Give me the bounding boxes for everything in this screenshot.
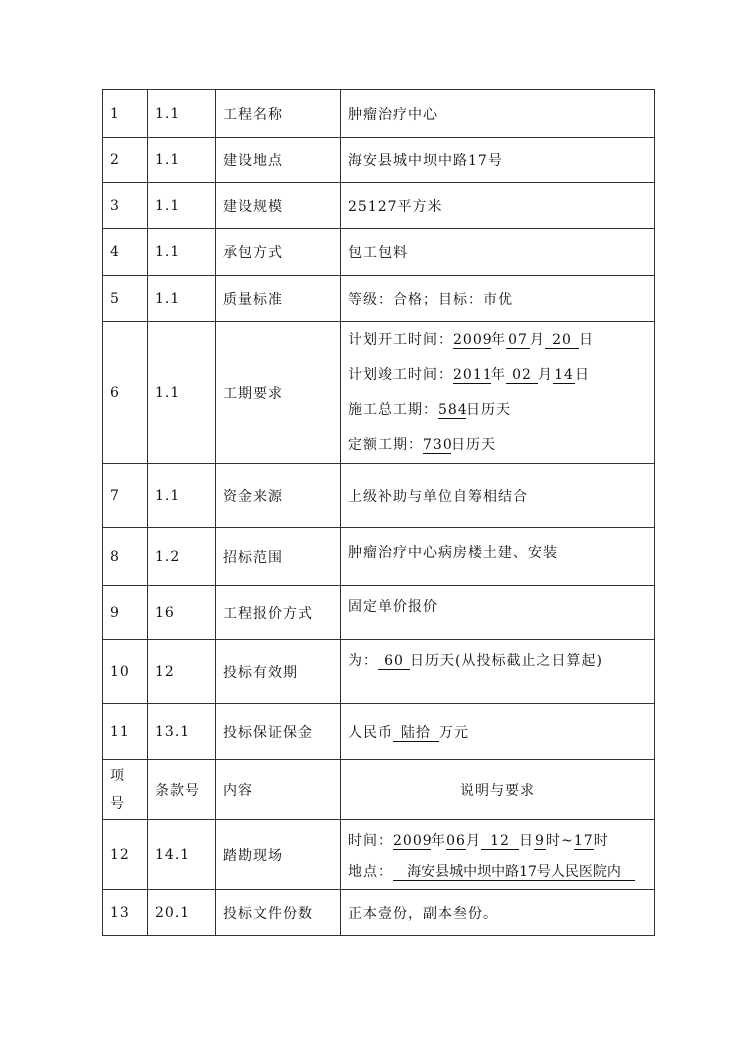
header-row-number xyxy=(103,760,148,820)
quota-duration-label: 定额工期： xyxy=(348,436,423,453)
site-visit-time-label: 时间： xyxy=(348,833,393,849)
item-content: 固定单价报价 xyxy=(341,586,655,640)
clause-number: 12 xyxy=(148,640,216,704)
item-name: 投标保证保金 xyxy=(216,704,341,760)
clause-number: 1.1 xyxy=(148,138,216,183)
item-name: 投标有效期 xyxy=(216,640,341,704)
validity-cell xyxy=(341,640,655,704)
row-number: 8 xyxy=(103,528,148,586)
validity-suffix: 日历天(从投标截止之日算起) xyxy=(410,653,603,669)
table-header-row xyxy=(103,760,655,820)
days-unit: 日历天 xyxy=(466,401,511,418)
item-content: 海安县城中坝中路17号 xyxy=(341,138,655,183)
planned-start-line xyxy=(348,323,654,358)
clause-number: 1.1 xyxy=(148,90,216,138)
planned-finish-day: 14 xyxy=(554,366,574,383)
validity-prefix: 为： xyxy=(348,653,378,669)
planned-finish-year: 2011 xyxy=(453,366,493,383)
item-content: 正本壹份，副本叁份。 xyxy=(341,890,655,936)
quota-duration-days: 730 xyxy=(423,436,453,453)
header-no-line1: 项 xyxy=(110,767,125,784)
year-unit: 年 xyxy=(431,833,446,849)
row-number: 3 xyxy=(103,183,148,229)
item-content: 包工包料 xyxy=(341,229,655,276)
total-duration-days: 584 xyxy=(438,401,468,418)
table-row xyxy=(103,640,655,704)
row-number: 12 xyxy=(103,820,148,890)
month-unit: 月 xyxy=(466,833,481,849)
item-content: 等级：合格；目标：市优 xyxy=(341,276,655,322)
total-duration-label: 施工总工期： xyxy=(348,401,438,418)
site-visit-hour-end: 17 xyxy=(573,833,594,849)
guarantee-prefix: 人民币 xyxy=(348,724,393,741)
item-name: 工程报价方式 xyxy=(216,586,341,640)
clause-number: 20.1 xyxy=(148,890,216,936)
planned-start-day: 20 xyxy=(545,333,579,349)
item-name: 投标文件份数 xyxy=(216,890,341,936)
item-name: 踏勘现场 xyxy=(216,820,341,890)
row-number: 7 xyxy=(103,464,148,528)
table-row xyxy=(103,229,655,276)
site-visit-hour-start: 9 xyxy=(535,833,545,849)
table-row xyxy=(103,528,655,586)
hour-unit: 时 xyxy=(593,833,609,849)
tender-info-table xyxy=(102,89,655,936)
clause-number: 1.1 xyxy=(148,464,216,528)
total-duration-line xyxy=(348,393,654,428)
item-name: 建设规模 xyxy=(216,183,341,229)
guarantee-suffix: 万元 xyxy=(439,724,469,741)
year-unit: 年 xyxy=(491,331,506,348)
row-number: 1 xyxy=(103,90,148,138)
day-unit: 日 xyxy=(575,366,590,383)
item-content: 上级补助与单位自筹相结合 xyxy=(341,464,655,528)
item-name: 资金来源 xyxy=(216,464,341,528)
clause-number: 1.1 xyxy=(148,276,216,322)
row-number: 6 xyxy=(103,322,148,464)
table-row xyxy=(103,183,655,229)
clause-number: 1.2 xyxy=(148,528,216,586)
table-row xyxy=(103,464,655,528)
item-name: 质量标准 xyxy=(216,276,341,322)
clause-number: 13.1 xyxy=(148,704,216,760)
item-name: 招标范围 xyxy=(216,528,341,586)
table-row xyxy=(103,276,655,322)
row-number: 2 xyxy=(103,138,148,183)
site-visit-year: 2009 xyxy=(393,833,433,849)
day-unit: 日 xyxy=(519,833,534,849)
site-visit-place-label: 地点： xyxy=(348,864,393,880)
planned-start-month: 07 xyxy=(506,333,530,349)
row-number: 13 xyxy=(103,890,148,936)
row-number: 10 xyxy=(103,640,148,704)
item-name: 承包方式 xyxy=(216,229,341,276)
item-name: 工程名称 xyxy=(216,90,341,138)
guarantee-cell xyxy=(341,704,655,760)
table-row xyxy=(103,890,655,936)
item-name: 建设地点 xyxy=(216,138,341,183)
item-content: 肿瘤治疗中心病房楼土建、安装 xyxy=(341,528,655,586)
planned-finish-month: 02 xyxy=(506,368,538,384)
site-visit-cell xyxy=(341,820,655,890)
guarantee-amount: 陆拾 xyxy=(393,726,439,742)
planned-start-year: 2009 xyxy=(453,331,493,348)
hour-range-mid: 时~ xyxy=(546,833,574,849)
month-unit: 月 xyxy=(538,366,553,383)
planned-finish-label: 计划竣工时间： xyxy=(348,366,453,383)
site-visit-place: 海安县城中坝中路17号人民医院内 xyxy=(393,865,635,881)
item-name: 工期要求 xyxy=(216,322,341,464)
clause-number: 1.1 xyxy=(148,322,216,464)
table-row xyxy=(103,820,655,890)
year-unit: 年 xyxy=(491,366,506,383)
header-clause: 条款号 xyxy=(148,760,216,820)
row-number: 4 xyxy=(103,229,148,276)
site-visit-time-line xyxy=(348,824,654,859)
site-visit-month: 06 xyxy=(446,833,466,849)
table-row xyxy=(103,586,655,640)
clause-number: 14.1 xyxy=(148,820,216,890)
header-no-line2: 号 xyxy=(110,795,125,812)
site-visit-place-line xyxy=(348,859,654,885)
header-content: 说明与要求 xyxy=(341,760,655,820)
clause-number: 16 xyxy=(148,586,216,640)
table-row xyxy=(103,322,655,464)
row-number: 11 xyxy=(103,704,148,760)
table-row xyxy=(103,90,655,138)
table-row xyxy=(103,138,655,183)
row-number: 5 xyxy=(103,276,148,322)
quota-duration-line xyxy=(348,428,654,463)
planned-start-label: 计划开工时间： xyxy=(348,331,453,348)
month-unit: 月 xyxy=(530,331,545,348)
days-unit: 日历天 xyxy=(451,436,496,453)
validity-days: 60 xyxy=(378,654,410,670)
day-unit: 日 xyxy=(579,331,594,348)
item-content: 肿瘤治疗中心 xyxy=(341,90,655,138)
item-content: 25127平方米 xyxy=(341,183,655,229)
schedule-cell xyxy=(341,322,655,464)
site-visit-day: 12 xyxy=(481,834,519,850)
clause-number: 1.1 xyxy=(148,183,216,229)
row-number: 9 xyxy=(103,586,148,640)
header-item: 内容 xyxy=(216,760,341,820)
table-row xyxy=(103,704,655,760)
clause-number: 1.1 xyxy=(148,229,216,276)
planned-finish-line xyxy=(348,358,654,393)
